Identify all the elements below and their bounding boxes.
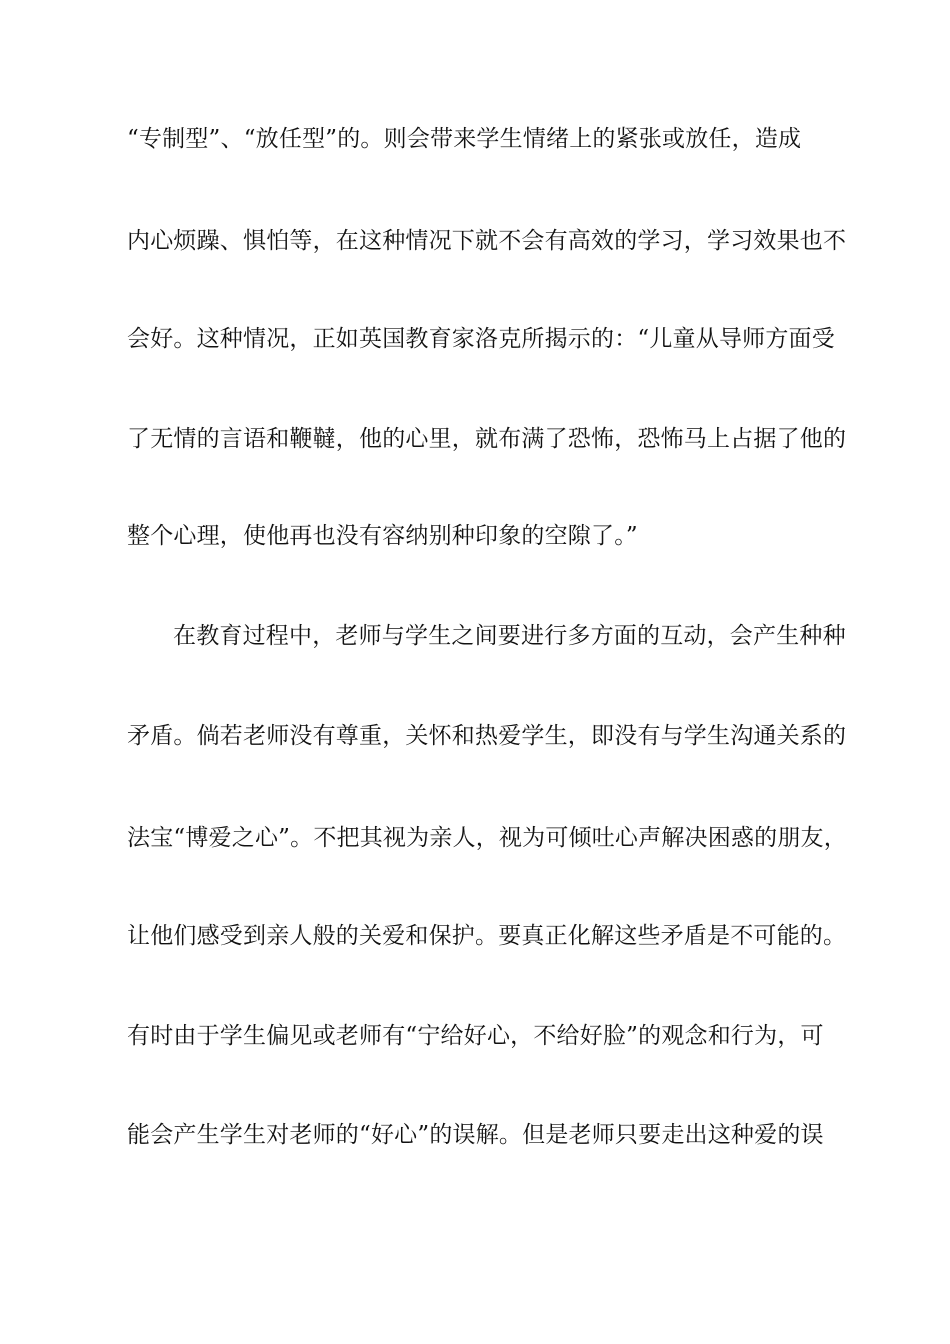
text-line: 整个心理，使他再也没有容纳别种印象的空隙了。” [127,523,638,549]
paragraph-first-line: 在教育过程中，老师与学生之间要进行多方面的互动，会产生种种 [173,623,846,649]
text-line: 内心烦躁、惧怕等，在这种情况下就不会有高效的学习，学习效果也不 [127,228,847,254]
text-line: 矛盾。倘若老师没有尊重，关怀和热爱学生，即没有与学生沟通关系的 [127,723,847,749]
text-line: 让他们感受到亲人般的关爱和保护。要真正化解这些矛盾是不可能的。 [127,923,847,949]
text-line: 有时由于学生偏见或老师有“宁给好心，不给好脸”的观念和行为，可 [127,1023,824,1049]
text-line: 能会产生学生对老师的“好心”的误解。但是老师只要走出这种爱的误 [127,1122,824,1148]
text-line: 法宝“博爱之心”。不把其视为亲人，视为可倾吐心声解决困惑的朋友， [127,825,847,851]
text-line: “专制型”、“放任型”的。则会带来学生情绪上的紧张或放任，造成 [127,126,802,152]
text-line: 了无情的言语和鞭韃，他的心里，就布满了恐怖，恐怖马上占据了他的 [127,426,847,452]
text-line: 会好。这种情况，正如英国教育家洛克所揭示的：“儿童从导师方面受 [127,326,835,352]
